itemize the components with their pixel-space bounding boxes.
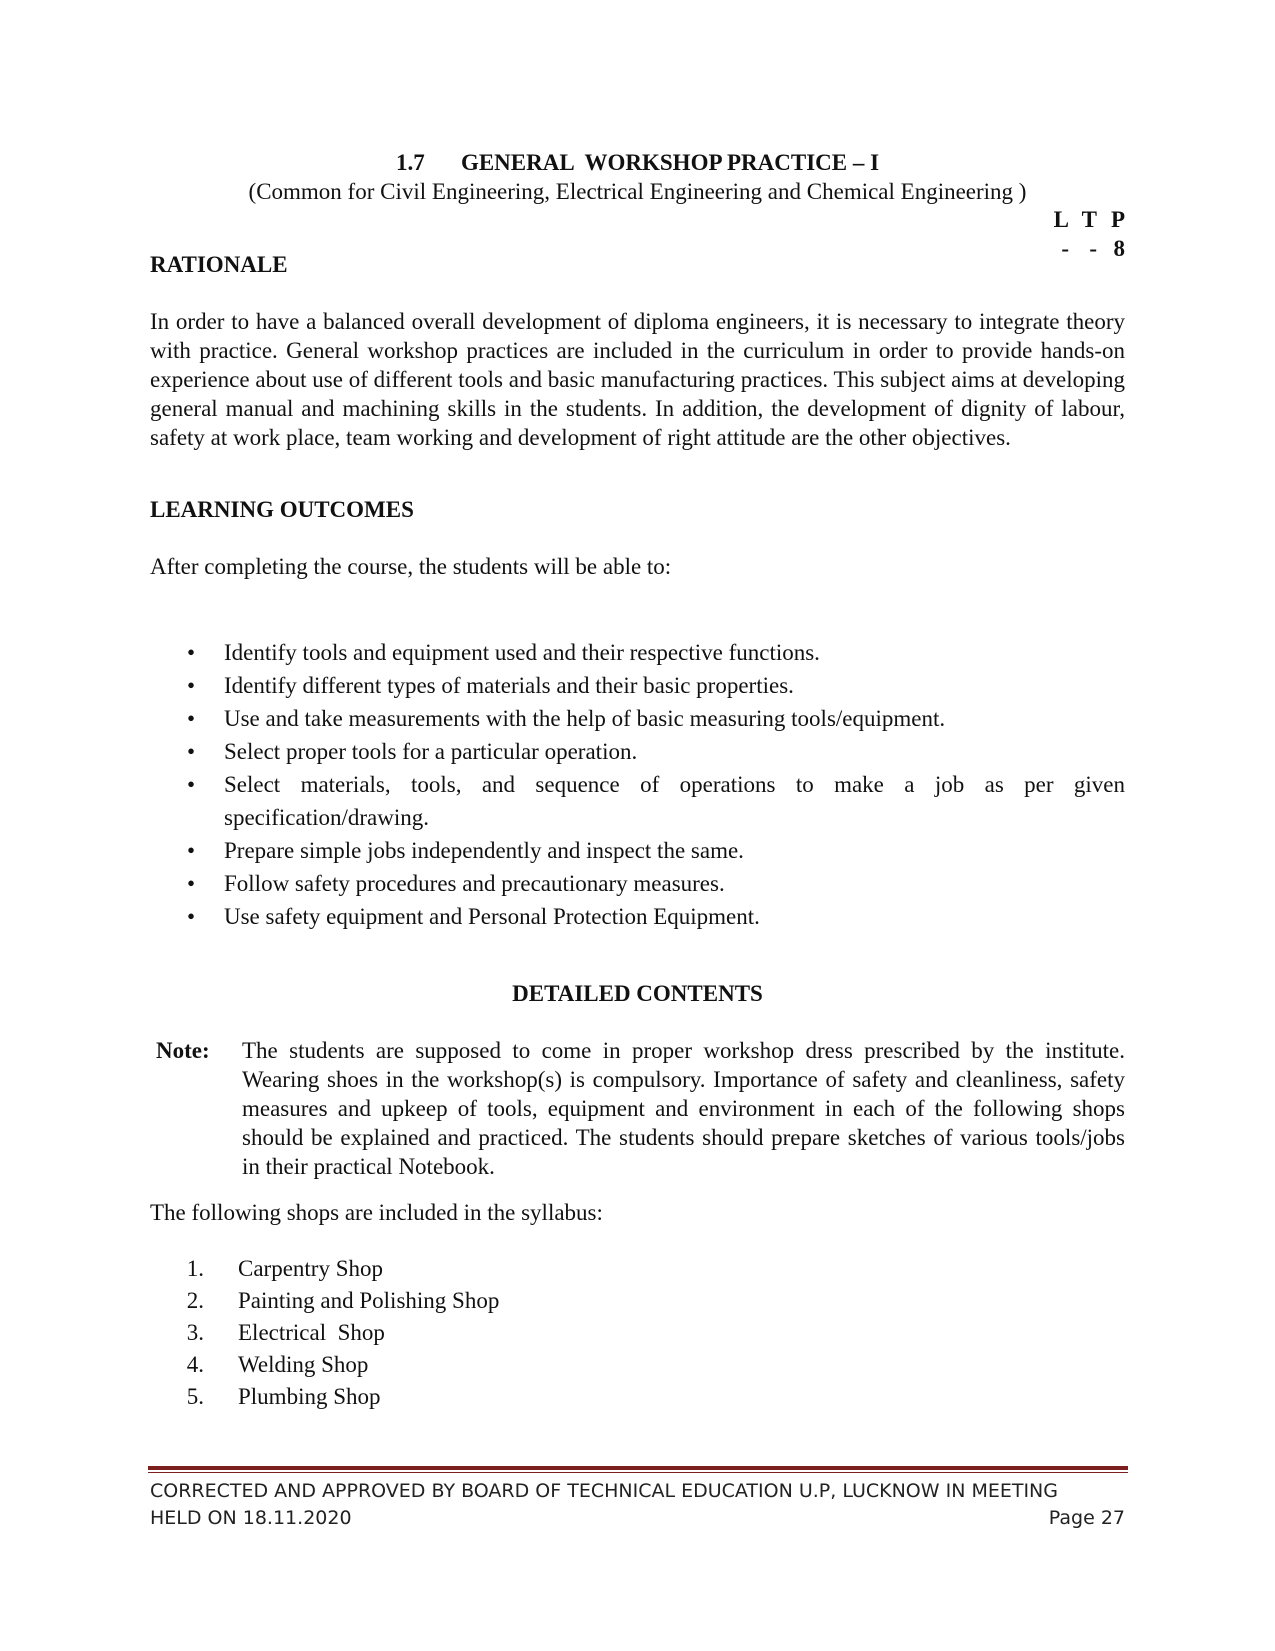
shops-list: [150, 1253, 499, 1413]
bullet-icon: •: [187, 739, 196, 764]
list-item: 1. Carpentry Shop: [186, 1256, 384, 1281]
list-item: • Select proper tools for a particular operation.: [150, 735, 1125, 768]
page-number: Page 27: [1048, 1507, 1125, 1529]
ltp-label-l: L: [1053, 207, 1069, 232]
note-label: Note:: [156, 1038, 210, 1063]
bullet-icon: •: [187, 706, 196, 731]
note-text: The students are supposed to come in proper workshop dress prescribed by the institute. Wearing shoes in the workshop(s) is compulsory. Importance of safety and cleanliness, safety measures and upkeep of tools, equipment and environment in each of the following shops should be explained and practiced. The students should prepare sketches of various tools/jobs in their practical Notebook.: [242, 1038, 1125, 1179]
bullet-icon: •: [187, 772, 196, 797]
learning-outcomes-heading: LEARNING OUTCOMES: [150, 497, 414, 522]
list-item: 5. Plumbing Shop: [186, 1384, 381, 1409]
bullet-icon: •: [187, 673, 196, 698]
ltp-values: [1041, 236, 1125, 262]
course-title: [150, 150, 1125, 176]
list-item: • Follow safety procedures and precautionary measures.: [150, 867, 1125, 900]
footer-approval-line: CORRECTED AND APPROVED BY BOARD OF TECHNICAL EDUCATION U.P, LUCKNOW IN MEETING: [150, 1480, 1058, 1502]
ltp-value-p: 8: [1113, 236, 1125, 261]
list-item: 2. Painting and Polishing Shop: [186, 1288, 500, 1313]
ltp-label-t: T: [1081, 207, 1097, 232]
learning-outcomes-list: [150, 636, 1125, 933]
note-block: [156, 1036, 1125, 1181]
list-item: • Prepare simple jobs independently and inspect the same.: [150, 834, 1125, 867]
page-footer: [150, 1478, 1125, 1532]
list-item: • Identify different types of materials and their basic properties.: [150, 669, 1125, 702]
rationale-heading: RATIONALE: [150, 252, 288, 277]
detailed-contents-heading: DETAILED CONTENTS: [512, 981, 763, 1006]
ltp-value-t: -: [1089, 236, 1097, 261]
ltp-labels: [1041, 207, 1125, 233]
course-subtitle: (Common for Civil Engineering, Electrical Engineering and Chemical Engineering ): [248, 179, 1027, 204]
footer-rule: [148, 1466, 1128, 1470]
list-item: • Use safety equipment and Personal Protection Equipment.: [150, 900, 1125, 933]
section-number: 1.7: [395, 150, 425, 175]
course-title-text: GENERAL WORKSHOP PRACTICE – I: [460, 150, 880, 175]
list-item: 3. Electrical Shop: [186, 1320, 385, 1345]
ltp-label-p: P: [1110, 207, 1125, 232]
footer-rule-thin: [148, 1472, 1128, 1473]
bullet-icon: •: [187, 640, 196, 665]
list-item: • Use and take measurements with the help of basic measuring tools/equipment.: [150, 702, 1125, 735]
list-item: 4. Welding Shop: [186, 1352, 369, 1377]
document-page: [150, 0, 1125, 1651]
rationale-text: In order to have a balanced overall development of diploma engineers, it is necessary to integrate theory with practice. General workshop practices are included in the curriculum in order to provide hands-on experience about use of different tools and basic manufacturing practices. This subject aims at developing general manual and machining skills in the students. In addition, the development of dignity of labour, safety at work place, team working and development of right attitude are the other objectives.: [150, 309, 1125, 450]
list-item: • Identify tools and equipment used and their respective functions.: [150, 636, 1125, 669]
list-item: • Select materials, tools, and sequence of operations to make a job as per given specification/drawing.: [150, 768, 1125, 834]
footer-date-line: HELD ON 18.11.2020: [150, 1507, 352, 1529]
bullet-icon: •: [187, 871, 196, 896]
learning-outcomes-intro: After completing the course, the students will be able to:: [150, 554, 672, 579]
shops-intro: The following shops are included in the syllabus:: [150, 1200, 603, 1225]
ltp-value-l: -: [1061, 236, 1069, 261]
bullet-icon: •: [187, 838, 196, 863]
bullet-icon: •: [187, 904, 196, 929]
